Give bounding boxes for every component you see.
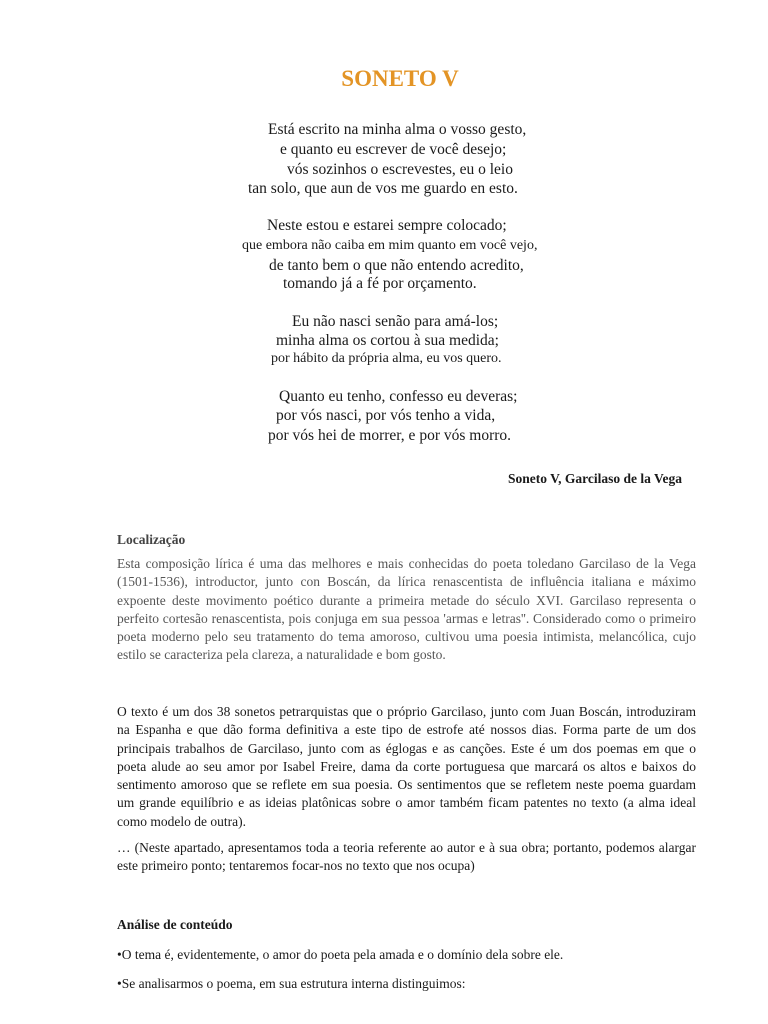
poem-line: Eu não nasci senão para amá-los;: [292, 313, 499, 330]
section-heading-analise: Análise de conteúdo: [117, 917, 233, 932]
poem-line: por vós hei de morrer, e por vós morro.: [268, 427, 512, 444]
poem-line: de tanto bem o que não entendo acredito,: [269, 257, 524, 274]
poem-line: que embora não caiba em mim quanto em você vejo,: [242, 238, 538, 253]
poem-line: Está escrito na minha alma o vosso gesto,: [268, 121, 527, 138]
poem-line: tan solo, que aun de vos me guardo en esto.: [248, 180, 518, 197]
poem-line: Neste estou e estarei sempre colocado;: [267, 217, 507, 234]
list-item: •O tema é, evidentemente, o amor do poeta pela amada e o domínio dela sobre ele.: [117, 947, 564, 962]
poem-line: minha alma os cortou à sua medida;: [276, 332, 499, 349]
list-item: •Se analisarmos o poema, em sua estrutura interna distinguimos:: [117, 976, 466, 991]
poem-attribution: Soneto V, Garcilaso de la Vega: [507, 471, 682, 486]
poem-line: por hábito da própria alma, eu vos quero.: [271, 351, 502, 366]
paragraph: O texto é um dos 38 sonetos petrarquistas que o próprio Garcilaso, junto com Juan Boscán, introduziram na Espanha e que dão forma definitiva a este tipo de estrofe até nossos dias. Forma parte de um dos principais trabalhos de Garcilaso, junto com as églogas e as canções. Este é um dos poemas em que o poeta alude ao seu amor por Isabel Freire, dama da corte portuguesa que marcará os altos e baixos do sentimento amoroso que se reflete em sua poesia. Os sentimentos que se refletem neste poema guardam um grande equilíbrio e as ideias platônicas sobre o amor também ficam patentes no texto (a alma ideal como modelo de outra).: [117, 704, 696, 829]
poem-line: por vós nasci, por vós tenho a vida,: [276, 407, 496, 424]
poem-line: Quanto eu tenho, confesso eu deveras;: [279, 388, 518, 405]
paragraph: Esta composição lírica é uma das melhores e mais conhecidas do poeta toledano Garcilaso de la Vega (1501-1536), introductor, junto con Boscán, da lírica renascentista de influência italiana e máximo expoente deste movimento poético durante a primeira metade do século XVI. Garcilaso representa o perfeito cortesão renascentista, pois conjuga em sua pessoa 'armas e letras''. Considerado como o primeiro poeta moderno pelo seu tratamento do tema amoroso, cultivou uma poesia intimista, melancólica, cujo estilo se caracteriza pela clareza, a naturalidade e bom gosto.: [117, 556, 696, 663]
poem-title: SONETO V: [341, 66, 459, 91]
poem-line: e quanto eu escrever de você desejo;: [280, 141, 507, 158]
paragraph: … (Neste apartado, apresentamos toda a teoria referente ao autor e à sua obra; portanto, podemos alargar este primeiro ponto; tentaremos focar-nos no texto que nos ocupa): [117, 840, 696, 874]
poem-line: vós sozinhos o escrevestes, eu o leio: [287, 161, 513, 178]
poem-line: tomando já a fé por orçamento.: [283, 275, 477, 292]
section-heading-localizacao: Localização: [117, 532, 186, 547]
